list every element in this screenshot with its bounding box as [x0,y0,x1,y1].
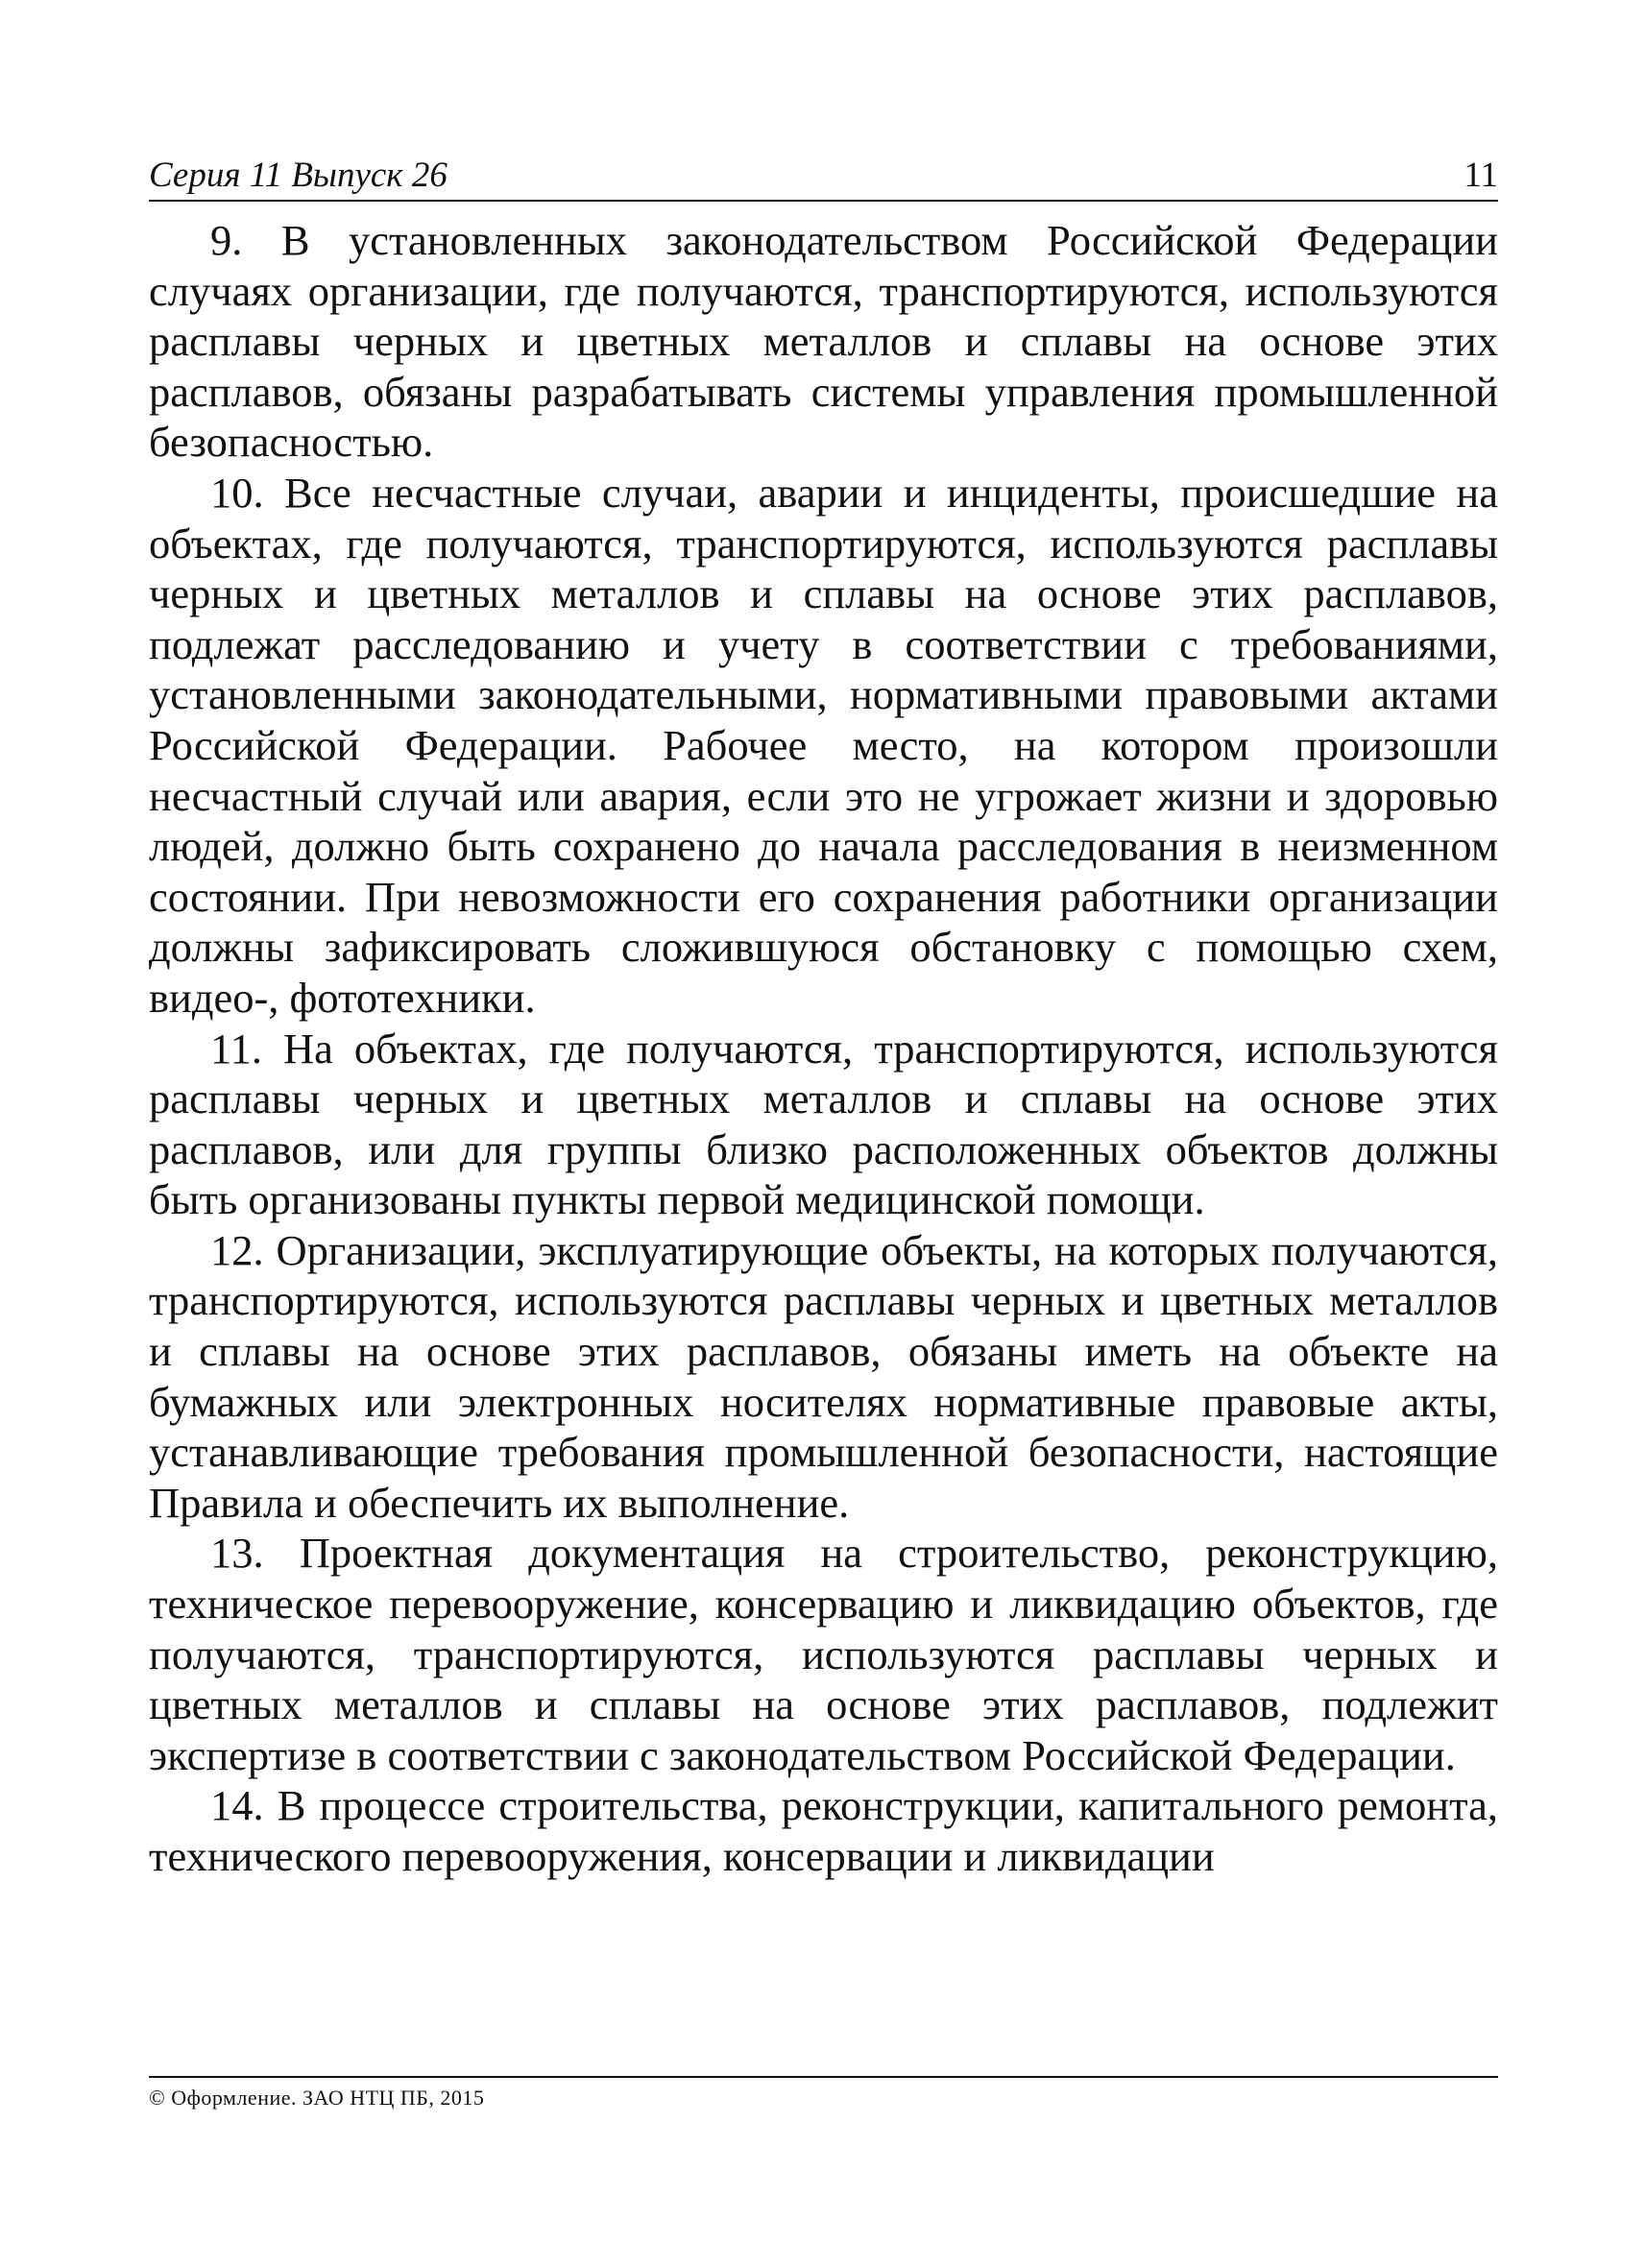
running-header [149,154,1498,202]
document-body [149,215,1498,1882]
paragraph-10: 10. Все несчастные случаи, аварии и инциденты, происшедшие на объектах, где получаются, транспортируются, используются расплавы черных и цветных металлов и сплавы на основе этих расплавов, подлежат расследованию и учету в соответствии с требованиями, установленными законодательными, нормативными правовыми актами Российской Федерации. Рабочее место, на котором произошли несчастный случай или авария, если это не угрожает жизни и здоровью людей, должно быть сохранено до начала расследования в неизменном состоянии. При невозможности его сохранения работники организации должны зафиксировать сложившуюся обстановку с помощью схем, видео-, фототехники. [149,468,1498,1022]
paragraph-13: 13. Проектная документация на строительство, реконструкцию, техническое перевооружение, консервацию и ликвидацию объектов, где получаются, транспортируются, используются расплавы черных и цветных металлов и сплавы на основе этих расплавов, подлежит экспертизе в соответствии с законодательством Российской Федерации. [149,1529,1498,1779]
page-footer [149,2076,1498,2111]
paragraph-12: 12. Организации, эксплуатирующие объекты, на которых получаются, транспортируются, используются расплавы черных и цветных металлов и сплавы на основе этих расплавов, обязаны иметь на объекте на бумажных или электронных носителях нормативные правовые акты, устанавливающие требования промышленной безопасности, настоящие Правила и обеспечить их выполнение. [149,1225,1498,1527]
paragraph-14: 14. В процессе строительства, реконструкции, капитального ремонта, технического перевооружения, консервации и ликвидации [149,1781,1498,1880]
series-label: Серия 11 Выпуск 26 [149,156,448,195]
document-page [149,154,1498,1882]
paragraph-11: 11. На объектах, где получаются, транспортируются, используются расплавы черных и цветных металлов и сплавы на основе этих расплавов, или для группы близко расположенных объектов должны быть организованы пункты первой медицинской помощи. [149,1024,1498,1224]
page-number: 11 [1464,156,1498,195]
paragraph-9: 9. В установленных законодательством Российской Федерации случаях организации, где получаются, транспортируются, используются расплавы черных и цветных металлов и сплавы на основе этих расплавов, обязаны разрабатывать системы управления промышленной безопасностью. [149,216,1498,467]
copyright-notice: © Оформление. ЗАО НТЦ ПБ, 2015 [149,2086,485,2110]
